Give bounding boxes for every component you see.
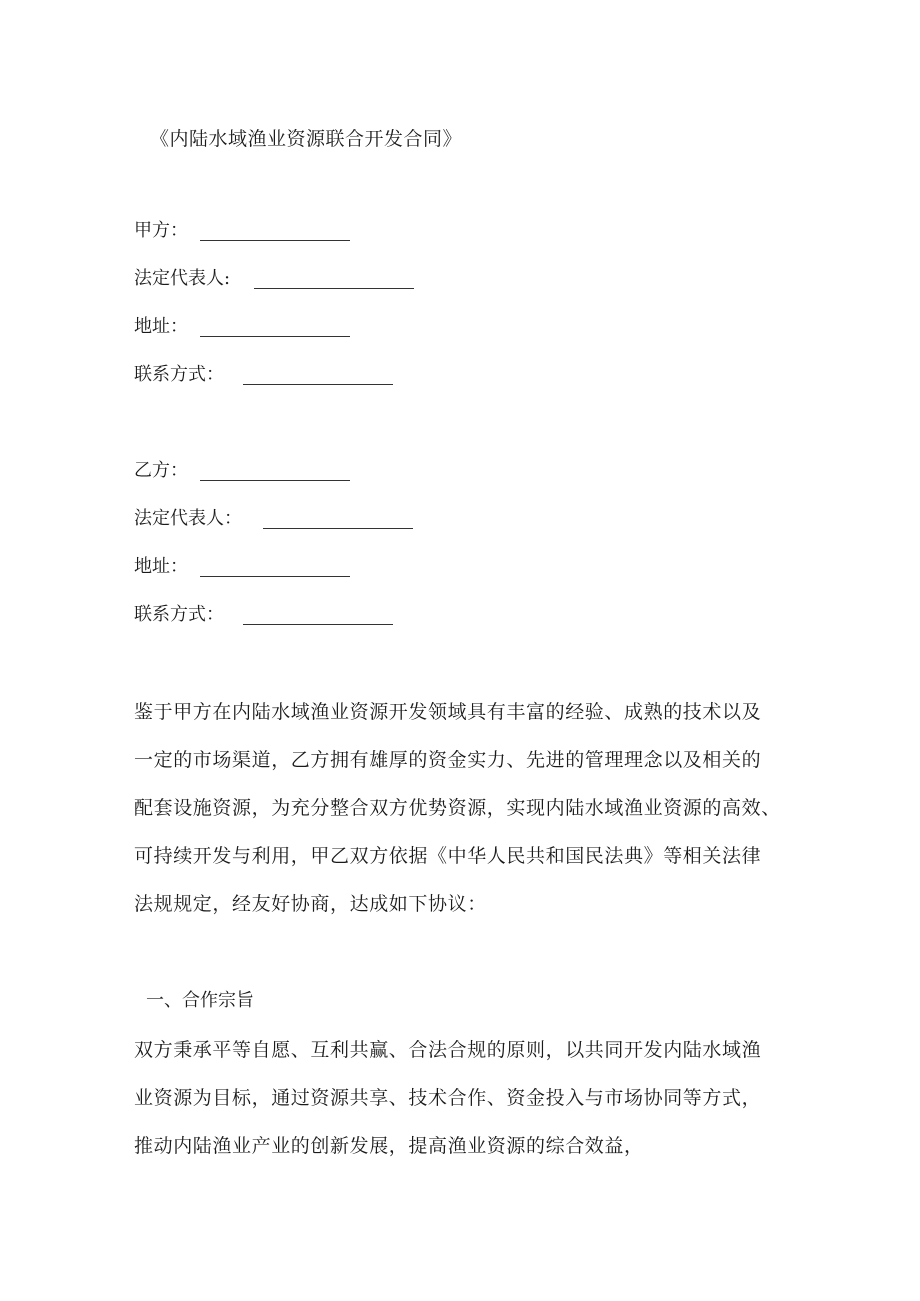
section-1-line: 推动内陆渔业产业的创新发展，提高渔业资源的综合效益， [134,1135,644,1157]
section-1-heading: 一、合作宗旨 [146,990,254,1011]
preamble-line: 可持续开发与利用，甲乙双方依据《中华人民共和国民法典》等相关法律 [134,845,762,867]
party-a-rep-blank [254,288,414,289]
party-b-contact-field [134,602,224,628]
document-title: 《内陆水域渔业资源联合开发合同》 [150,128,463,150]
party-a-name-blank [200,240,350,241]
party-b-rep-label: 法定代表人： [134,508,242,529]
party-b-address-blank [200,576,350,577]
party-b-address-field [134,554,188,580]
preamble-line: 法规规定，经友好协商，达成如下协议： [134,893,487,915]
party-b-contact-label: 联系方式： [134,604,224,625]
party-b-name-label: 乙方： [134,460,188,481]
party-b-contact-blank [243,624,393,625]
party-b-rep-blank [263,528,413,529]
preamble-line: 一定的市场渠道，乙方拥有雄厚的资金实力、先进的管理理念以及相关的 [134,749,762,771]
preamble-paragraph [134,688,794,928]
party-a-address-field [134,314,188,340]
section-1-line: 双方秉承平等自愿、互利共赢、合法合规的原则，以共同开发内陆水域渔 [134,1039,762,1061]
party-b-rep-field [134,506,242,532]
preamble-line: 配套设施资源，为充分整合双方优势资源，实现内陆水域渔业资源的高效、 [134,797,781,819]
party-a-name-field [134,218,188,244]
party-b-name-blank [200,480,350,481]
party-a-address-blank [200,336,350,337]
party-a-rep-field [134,266,230,292]
party-a-name-label: 甲方： [134,220,188,241]
party-a-rep-label: 法定代表人: [134,268,231,289]
party-a-contact-field [134,362,224,388]
party-a-contact-label: 联系方式： [134,364,224,385]
party-a-address-label: 地址： [134,316,188,337]
section-1-line: 业资源为目标，通过资源共享、技术合作、资金投入与市场协同等方式， [134,1087,762,1109]
party-b-address-label: 地址： [134,556,188,577]
party-b-name-field [134,458,188,484]
party-a-contact-blank [243,384,393,385]
section-1-paragraph [134,1026,794,1170]
preamble-line: 鉴于甲方在内陆水域渔业资源开发领域具有丰富的经验、成熟的技术以及 [134,701,762,723]
